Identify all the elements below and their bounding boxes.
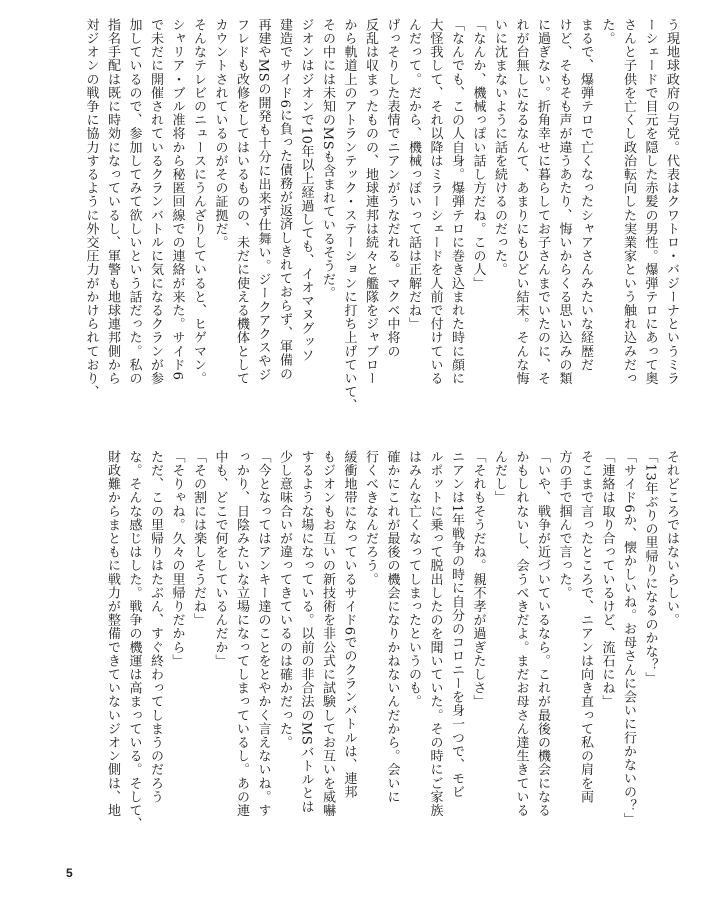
text-line: 建造でサイド6に負った債務が返済しきれておらず、軍備の (277, 18, 292, 381)
text-line: 方の手で掴んで言った。 (556, 450, 572, 600)
text-line: んだし」 (492, 450, 507, 505)
text-line: そこまで言ったところで、ニアンは向き直って私の肩を両 (578, 450, 593, 804)
text-line: 中も、どこで何をしているんだか」 (212, 450, 228, 668)
text-line: さんと子供を亡くし政治転向した実業家という触れ込みだっ (621, 18, 636, 386)
text-line: 再建やMSの開発も十分に出来ず仕舞い。ジークアクスやジ (255, 18, 271, 382)
text-line: するような場になっている。以前の非合法のMSバトルとは (298, 450, 314, 814)
text-line: けど、そもそも声が違うあたり、悔いからくる思い込みの類 (556, 18, 572, 386)
text-line: に過ぎない。折角幸せに暮らしてお子さんまでいたのに、そ (535, 18, 550, 386)
text-line: た。 (599, 18, 615, 46)
text-line: ルポットに乗って脱出したのを聞いていた。その時にご家族 (427, 450, 443, 818)
text-line: 「なんか、機械っぽい話し方だね。この人」 (470, 18, 486, 290)
text-line: 緩衝地帯になっているサイド6でのクランバトルは、連邦 (341, 450, 357, 799)
text-line: から軌道上のアトランテック・ステーションに打ち上げていて、 (341, 18, 357, 413)
text-line: んだって。だから、機械っぽいって話は正解だね」 (406, 18, 421, 331)
text-line: 「連絡は取り合っているけど、流石にね」 (599, 450, 615, 709)
text-line: 指名手配は既に時効になっているし、軍警も地球連邦側から (105, 18, 120, 386)
text-line: ーシェードで目元を隠した赤髪の男性。爆弾テロにあって奥 (642, 18, 658, 386)
text-line: 「なんでも、この人自身。爆弾テロに巻き込まれた時に顔に (449, 18, 464, 386)
text-line: かもしれないし、会うべきだよ。まだお母さん達生きている (513, 450, 529, 818)
text-line: 対ジオンの戦争に協力するように外交圧力がかけられており、 (83, 18, 99, 399)
text-line: で未だに開催されているクランバトルに気になるクランが参 (148, 18, 163, 386)
text-line: ただ、この里帰りはたぶん、すぐ終わってしまうのだろう (148, 450, 163, 804)
text-line: れが台無しになるなんて、あまりにもひどい結末。そんな悔 (513, 18, 529, 386)
text-line: な。そんな感じはした。戦争の機運は高まっている。そして、 (126, 450, 142, 831)
text-line: げっそりした表情でニアンがうなだれる。マクベ中将の (384, 18, 400, 358)
text-line: 確かにこれが最後の機会になりかねないんだから。会いに (384, 450, 400, 804)
text-line: まるで、爆弾テロで亡くなったシャアさんみたいな経歴だ (578, 18, 593, 372)
text-line: はみんな亡くなってしまったというのも。 (406, 450, 421, 709)
text-line: 少し意味合いが違ってきているのは確かだった。 (277, 450, 292, 750)
text-line: それどころではないらしい。 (664, 450, 679, 627)
text-line: いに沈まないように話を続けるのだった。 (492, 18, 507, 277)
text-line: 「そりゃね。久々の里帰りだから」 (169, 450, 185, 668)
lower-text-block (74, 450, 682, 858)
text-line: 「今となってはアンキー達のことをとやかく言えないね。す (255, 450, 271, 818)
text-line: 「いや、戦争が近づいているなら。これが最後の機会になる (535, 450, 550, 818)
text-line: 行くべきなんだろう。 (363, 450, 378, 586)
text-line: 大怪我して、それ以降はミラーシェードを人前で付けている (427, 18, 443, 386)
text-line: 加しているので、参加してみて欲しいという話だった。私の (126, 18, 142, 386)
text-line: ジオンはジオンで10年以上経過しても、イオマヌグッソ (298, 18, 314, 363)
upper-text-block (74, 18, 682, 426)
text-line: 財政難からまともに戦力が整備できていないジオン側は、地 (105, 450, 120, 818)
text-line: もジオンもお互いの新技術を非公式に試験してお互いを威嚇 (320, 450, 335, 818)
text-line: フレドも改修をしてはいるものの、未だに使える機体として (234, 18, 249, 386)
page-number: 5 (66, 866, 73, 880)
text-line: う現地球政府の与党。代表はクワトロ・バジーナというミラ (664, 18, 679, 386)
text-line: 「それもそうだね。親不孝が過ぎたしさ」 (470, 450, 486, 709)
text-line: その中には未知のMSも含まれているそうだ。 (320, 18, 335, 300)
text-line: シャリア・ブル准将から秘匿回線での連絡が来た。サイド6 (169, 18, 185, 381)
text-line: ニアンは1年戦争の時に自分のコロニーを身一つで、モビ (449, 450, 464, 799)
text-line: 「13年ぶりの里帰りになるのかな？」 (642, 450, 658, 686)
text-line: 反乱は収まったものの、地球連邦は続々と艦隊をジャブロー (363, 18, 378, 386)
text-line: っかり、日陰みたいな立場になってしまっているし。あの連 (234, 450, 249, 818)
text-line: そんなテレビのニュースにうんざりしていると、ヒゲマン。 (191, 18, 206, 386)
text-line: 「その割には楽しそうだね」 (191, 450, 206, 627)
text-line: カウントされているのがその証拠だ。 (212, 18, 228, 250)
text-line: 「サイド6か、懐かしいね。お母さんに会いに行かないの？」 (621, 450, 636, 827)
